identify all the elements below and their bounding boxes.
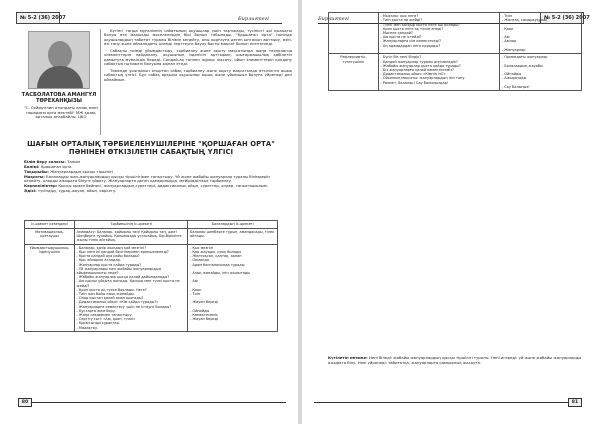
meta-value: Таным <box>65 159 81 164</box>
lesson-title: ШАҒЫН ОРТАЛЫҚ ТӘРБИЕЛЕНУШІЛЕРІНЕ "ҚОРШАҒАН ОРТА" ПӘНІНЕН ӨТКІЗІЛЕТІН САБАҚТЫҢ ҮЛГІСІ <box>27 140 275 156</box>
running-title-left: Бирлигтегі <box>238 16 269 22</box>
lesson-meta <box>24 160 286 194</box>
intro-paragraph-1: Бүгінгі таңда мұғалімнің сабағының оқушылар үшін тартымды, түсінікті әрі қызықты болуы өте маңызды мәселелердің бірі болып табылады. "Қоршаған орта" пәнінде оқушылардың табиғат туралы білімін кеңейту, оны қорғауға деген ынтасын арттыру, өзін-өзі тану және айналадағы әлемді зерттеуге баулу басты мақсат болып есептеледі. <box>104 28 292 47</box>
issue-badge-left: № 5-2 (36) 2007 <box>16 12 60 24</box>
table-header-row <box>25 221 278 229</box>
intro-paragraph-3: Төменде ұсынылып отырған сабақ тәрбиелеу және оқыту мақсатында өткізілген ашық сабақтың үлгісі. Бұл сабақ арқылы оқушылар ашық және ұйымшыл болуға үйренеді деп ойлаймын. <box>104 68 292 82</box>
cell-stage: Мотивациялық-қозғаушы <box>25 228 75 244</box>
issue-badge-right: № 5-2 (36) 2007 <box>540 12 584 24</box>
table-row <box>25 244 278 331</box>
meta-label: Білім беру саласы: <box>24 159 66 164</box>
lesson-table-right <box>328 12 582 91</box>
meta-label: Әдісі: <box>24 187 37 193</box>
cell-teacher: - Балалар, қазір жылдың қай мезгілі? - Қыс мезгілі қандай белгілерімен ерекшеленеді? - Қыста қандай ауа райы болады? - Қыс айларын атаңдар. - Жануарлар қыста қайда тұрады? - Үй жануарлары мен жабайы жануарлардың айырмашылығы неде? - Жабайы жануарлар қысқа қалай дайындалады? - Аю қысқы ұйқыға жатады. Қасқыр мен түлкі қыста не жейді? - Қоян қыста ақ түске боялады. Неге? - Тиін жаз бойы азық жинайды. - Олар қыстан қалай аман шығады? - Дидактикалық ойын: «Кім қайда тұрады?» - Жануарларға көмектесу үшін не істеуге болады? - Құстарға жем беру. - Жаңа сөздермен таныстыру. - Сергіту сәті: «Аю, қоян, түлкі» - Қорытынды сұрақтар. - Мадақтау. <box>74 244 187 331</box>
header-rule-left <box>60 23 282 24</box>
lesson-table-left <box>24 220 278 332</box>
intro-paragraph-2: Сабақты тиімді ұйымдастыру, тәрбиелеу және оқыту мақсатында жаңа технология элементтерін пайдалану, оқушының ізденісін арттырып, шығармашылық қабілетін дамытуға мүмкіндік береді. Сондай-ақ топпен жұмыс жасату, ойын элементтерін қолдану сабақтың нәтижелі болуына ықпал етеді. <box>104 48 292 67</box>
left-page <box>0 0 298 424</box>
meta-value: түсіндіру, сұрақ-жауап, ойын, көрсету. <box>36 187 117 193</box>
meta-value: Қысқы орман бейнесі, жануарлардың суреттері, дидактикалық ойын, суреттер, әндер, таныстырылым. <box>57 183 268 189</box>
cell-stage: Ұйымдастырушылық-ізденушілік <box>25 244 75 331</box>
author-info: "С. Сейфуллин атындағы қазақ өзен парадигм орта мектебі" МЖ қазақ орталық ағарбайлы, ЦБО <box>24 105 98 120</box>
cell-teacher: Амандасу: Балалар, қайырлы таң! Қайырлы таң, әже! Шеңберге тұрайық. Қолымызды ұстасайық. Бір-бірімізге жылы тілек айтайық. <box>74 228 187 244</box>
running-title-right: Бирлигтегі <box>318 16 349 22</box>
meta-value: Жануарлардың қысқы тіршілігі <box>48 168 114 174</box>
cell-child: - Ормандағы жануарлар - Балалардың жауабы - Ойнайды - Ажыратады - Сау болыңыз! <box>500 54 582 91</box>
meta-label: Тақырыбы: <box>24 168 49 174</box>
cell-teacher: - Мысалы: қыс неге? - Тиін қыста не жейді? - Түлкі мен қасқыр қыста неге аш болады? - Қоян қыста неге ақ түске енеді? - Мәселе қандай? - Аю қыста не істейді? - Жануарларға кім көмектеседі? - Аң адамдардан неге қорқады? <box>378 13 499 54</box>
table-row <box>329 13 582 54</box>
intro-text <box>104 29 292 85</box>
meta-label: Көрнекіліктер: <box>24 183 58 189</box>
column-divider <box>100 29 101 135</box>
meta-label: Бөлімі: <box>24 163 40 169</box>
cell-stage: Рефлексивтік-түзетушілік <box>329 54 379 91</box>
meta-line <box>24 189 286 194</box>
meta-label: Мақсаты: <box>24 173 45 179</box>
author-name: ТАСБОЛАТОВА АМАНГҮЛ ТӨРЕХАНҚЫЗЫ <box>21 92 97 104</box>
header-child: Балалардың іс-әрекеті <box>188 221 278 229</box>
header-stage: Іс-әрекет кезеңдері <box>25 221 75 229</box>
expected-result-label: Күтілетін нәтиже: <box>328 355 368 360</box>
cell-child: - Қыс мезгілі - Қар жауады, суық болады - Желтоқсан, қаңтар, ақпан - Орманда - Адам баспанасында тұрады - Азық жинайды, інін жылытады - Аю - Қоян - Тиін - Жауап береді - Ойнайды - Көмектесеміз - Жауап береді <box>188 244 278 331</box>
cell-stage <box>329 13 379 54</box>
cell-child: Балалар шеңберге тұрып, амандасады, тілек айтады. <box>188 228 278 244</box>
meta-value: Балаларды жан-жануарлардың қысқы тіршілігімен таныстыру. Үй және жабайы жануарлар туралы білімдерін кеңейту, оларды ажырата білуге үйрету. Жануарларға деген қамқорлыққа, мейірімділікке тәрбиелеу. <box>24 173 270 184</box>
footer-rule-left <box>32 402 286 403</box>
page-number-right: 81 <box>568 398 582 407</box>
author-photo <box>28 31 90 89</box>
footer-rule-right <box>314 402 568 403</box>
header-teacher: Тәрбиешінің іс-әрекеті <box>74 221 187 229</box>
cell-child: - Тиін - Жаңғақ, саңырауқұлақ - Қоян - Аю - Аюлар - Жануарлар <box>500 13 582 54</box>
meta-value: Қоршаған орта <box>39 163 72 169</box>
page-number-left: 80 <box>18 398 32 407</box>
cell-teacher: - Бүгін біз нені білдік? - Қандай жануарлар туралы әңгімеледік? - Жабайы жануарлар қыста қайда тұрады? - Біз жануарларға қалай көмектесеміз? - Дидактикалық ойын: «Кімнің ізі?» - Ойынның мақсаты: жануарлардың ізін тану. - Рахмет, балалар! Сау болыңыздар! <box>378 54 499 91</box>
table-row <box>25 228 278 244</box>
table-row <box>329 54 582 91</box>
expected-result-text: Нені біледі: жабайы жануарлардың қысқы тіршілігі туралы. Нені игереді: үй және жабайы жануарларды ажырата білу. Нені үйренеді: табиғатқа, жануарларға қамқорлық жасауға. <box>328 355 582 365</box>
expected-result <box>328 356 582 365</box>
